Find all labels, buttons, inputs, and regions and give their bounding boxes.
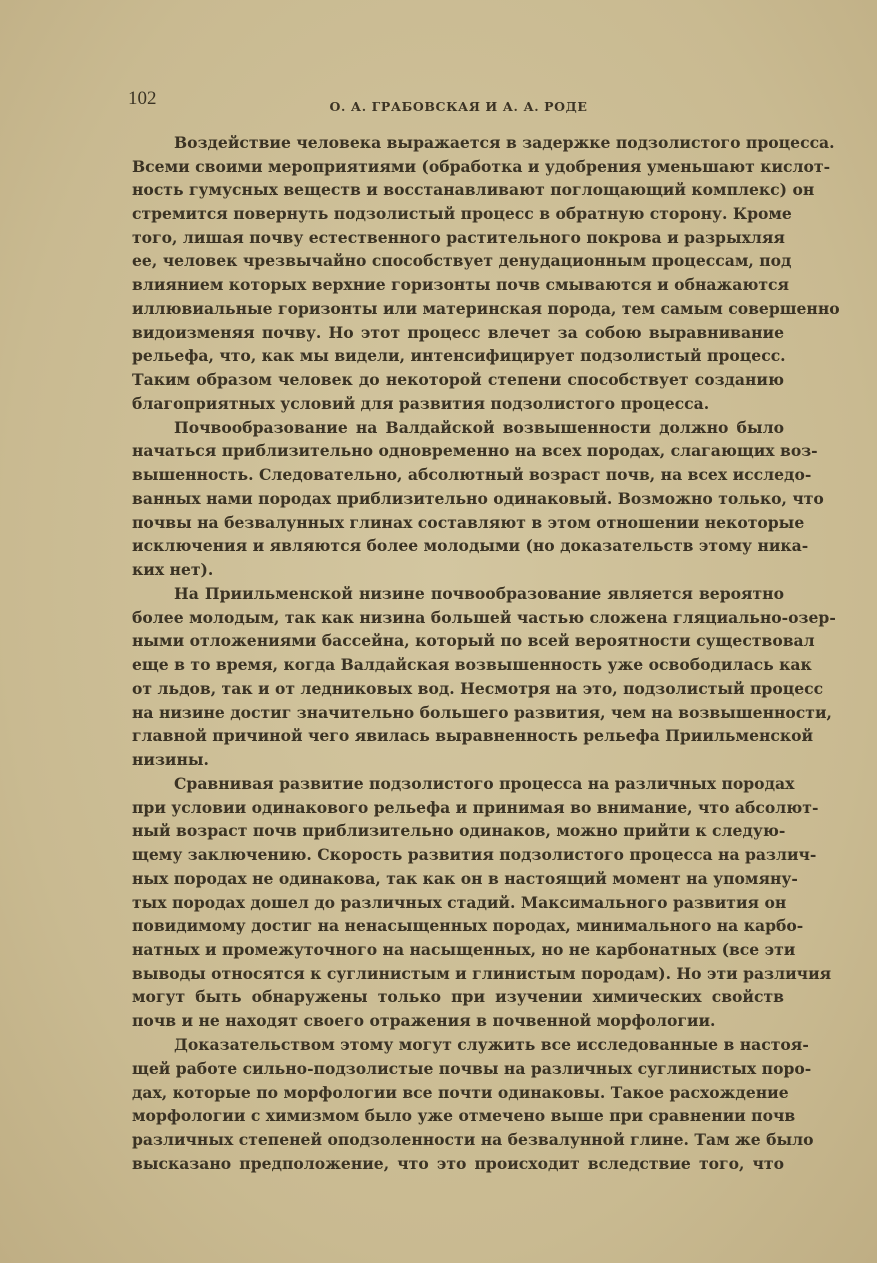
text-line: могут быть обнаружены только при изучении химических свойств — [132, 987, 784, 1007]
paragraph — [132, 416, 824, 582]
text-line: тых породах дошел до различных стадий. Максимального развития он — [132, 892, 787, 912]
text-line: при условии одинакового рельефа и принимая во внимание, что абсолют- — [132, 797, 819, 817]
text-line: повидимому достиг на ненасыщенных породах, минимального на карбо- — [132, 916, 804, 936]
text-line: Таким образом человек до некоторой степени способствует созданию — [132, 369, 784, 389]
text-line: морфологии с химизмом было уже отмечено выше при сравнении почв — [132, 1106, 796, 1126]
text-line: натных и промежуточного на насыщенных, но не карбонатных (все эти — [132, 939, 796, 959]
paragraph — [132, 582, 836, 772]
text-line: почв и не находят своего отражения в почвенной морфологии. — [132, 1010, 716, 1030]
text-line: низины. — [132, 749, 209, 769]
text-line: главной причиной чего явилась выравненность рельефа Приильменской — [132, 726, 814, 746]
text-line: иллювиальные горизонты или материнская порода, тем самым совершенно — [132, 298, 840, 318]
text-line: на низине достиг значительно большего развития, чем на возвышенности, — [132, 702, 832, 722]
text-line: видоизменяя почву. Но этот процесс влечет за собою выравнивание — [132, 322, 784, 342]
text-line: вышенность. Следовательно, абсолютный возраст почв, на всех исследо- — [132, 465, 812, 485]
text-line: ванных нами породах приблизительно одинаковый. Возможно только, что — [132, 488, 824, 508]
running-head: О. А. ГРАБОВСКАЯ И А. А. РОДЕ — [329, 99, 588, 114]
paragraph — [132, 772, 832, 1033]
text-line: Почвообразование на Валдайской возвышенности должно было — [174, 417, 784, 437]
paragraph — [132, 1033, 814, 1175]
text-line: ее, человек чрезвычайно способствует денудационным процессам, под — [132, 251, 792, 271]
paragraph — [132, 131, 840, 415]
page-number: 102 — [128, 88, 157, 109]
body-text — [132, 131, 840, 1176]
text-line: ный возраст почв приблизительно одинаков, можно прийти к следую- — [132, 821, 786, 841]
text-line: ных породах не одинакова, так как он в настоящий момент на упомяну- — [132, 868, 798, 888]
text-line: щей работе сильно-подзолистые почвы на различных суглинистых поро- — [132, 1058, 812, 1078]
text-line: более молодым, так как низина большей частью сложена гляциально-озер- — [132, 607, 836, 627]
text-line: стремится повернуть подзолистый процесс в обратную сторону. Кроме — [132, 204, 792, 224]
text-line: того, лишая почву естественного растительного покрова и разрыхляя — [132, 227, 785, 247]
text-line: рельефа, что, как мы видели, интенсифицирует подзолистый процесс. — [132, 346, 786, 366]
text-line: начаться приблизительно одновременно на всех породах, слагающих воз- — [132, 441, 818, 461]
text-line: Доказательством этому могут служить все исследованные в настоя- — [174, 1035, 809, 1055]
text-line: Всеми своими мероприятиями (обработка и удобрения уменьшают кислот- — [132, 156, 831, 176]
text-line: почвы на безвалунных глинах составляют в этом отношении некоторые — [132, 512, 805, 532]
text-line: ными отложениями бассейна, который по всей вероятности существовал — [132, 631, 815, 651]
text-line: высказано предположение, что это происходит вследствие того, что — [132, 1153, 784, 1173]
text-line: исключения и являются более молодыми (но доказательств этому ника- — [132, 536, 809, 556]
text-line: Сравнивая развитие подзолистого процесса на различных породах — [174, 774, 795, 794]
text-line: дах, которые по морфологии все почти одинаковы. Такое расхождение — [132, 1082, 789, 1102]
text-line: Воздействие человека выражается в задержке подзолистого процесса. — [174, 133, 835, 152]
text-line: различных степеней оподзоленности на безвалунной глине. Там же было — [132, 1129, 814, 1149]
text-line: выводы относятся к суглинистым и глинистым породам). Но эти различия — [132, 963, 832, 983]
text-line: ких нет). — [132, 559, 214, 579]
text-line: еще в то время, когда Валдайская возвышенность уже освободилась как — [132, 655, 812, 675]
text-line: На Приильменской низине почвообразование является вероятно — [174, 584, 784, 604]
text-line: благоприятных условий для развития подзолистого процесса. — [132, 393, 710, 413]
text-line: от льдов, так и от ледниковых вод. Несмотря на это, подзолистый процесс — [132, 678, 824, 698]
text-line: влиянием которых верхние горизонты почв смываются и обнажаются — [132, 275, 790, 295]
text-line: щему заключению. Скорость развития подзолистого процесса на различ- — [132, 845, 817, 865]
text-line: ность гумусных веществ и восстанавливают поглощающий комплекс) он — [132, 180, 815, 200]
